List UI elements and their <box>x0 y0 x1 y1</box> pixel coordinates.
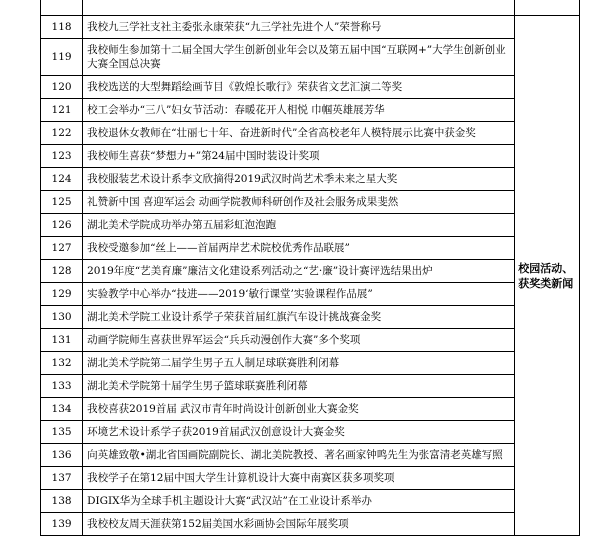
row-number: 128 <box>41 260 83 283</box>
row-number: 126 <box>41 214 83 237</box>
row-number: 135 <box>41 421 83 444</box>
table-row <box>41 99 580 122</box>
row-number: 132 <box>41 352 83 375</box>
news-title: 我校选送的大型舞蹈绘画节目《敦煌长歌行》荣获省文艺汇演二等奖 <box>83 76 515 99</box>
table-row <box>41 467 580 490</box>
table-row <box>41 16 580 39</box>
row-number: 133 <box>41 375 83 398</box>
table-row <box>41 39 580 76</box>
row-number: 125 <box>41 191 83 214</box>
row-number: 134 <box>41 398 83 421</box>
row-number: 120 <box>41 76 83 99</box>
news-title: DIGIX华为全球手机主题设计大赛“武汉站”在工业设计系举办 <box>83 490 515 513</box>
table-row <box>41 76 580 99</box>
news-title: 2019年度“艺美育廉”廉洁文化建设系列活动之“艺·廉”设计赛评选结果出炉 <box>83 260 515 283</box>
news-table <box>40 0 580 536</box>
category-cell: 校园活动、获奖类新闻 <box>515 16 580 536</box>
table-row <box>41 398 580 421</box>
table-row <box>41 306 580 329</box>
row-number: 123 <box>41 145 83 168</box>
news-title: 我校退休女教师在“壮丽七十年、奋进新时代”全省高校老年人模特展示比赛中获金奖 <box>83 122 515 145</box>
news-title: 校工会举办“三八”妇女节活动：春暖花开人相悦 巾帼英雄展芳华 <box>83 99 515 122</box>
table-row <box>41 283 580 306</box>
table-row <box>41 168 580 191</box>
table-row <box>41 329 580 352</box>
row-number: 119 <box>41 39 83 76</box>
row-number: 121 <box>41 99 83 122</box>
news-title: 动画学院师生喜获世界军运会“兵兵动漫创作大赛”多个奖项 <box>83 329 515 352</box>
row-number: 124 <box>41 168 83 191</box>
news-title: 我校校友周天涯获第152届美国水彩画协会国际年展奖项 <box>83 513 515 536</box>
table-row <box>41 214 580 237</box>
table-row <box>41 145 580 168</box>
news-title: 实验教学中心举办“技进——2019‘敏行课堂’实验课程作品展” <box>83 283 515 306</box>
news-title: 环境艺术设计系学子获2019首届武汉创意设计大赛金奖 <box>83 421 515 444</box>
category-cell-top <box>515 0 580 16</box>
table-row <box>41 421 580 444</box>
row-number: 131 <box>41 329 83 352</box>
news-title: 我校服装艺术设计系李文欣摘得2019武汉时尚艺术季未来之星大奖 <box>83 168 515 191</box>
table-row <box>41 352 580 375</box>
table-row <box>41 191 580 214</box>
news-title: 湖北美术学院第二届学生男子五人制足球联赛胜利闭幕 <box>83 352 515 375</box>
news-title: 我校师生喜获“梦想力+”第24届中国时装设计奖项 <box>83 145 515 168</box>
news-title: 湖北美术学院第十届学生男子篮球联赛胜利闭幕 <box>83 375 515 398</box>
table-row <box>41 237 580 260</box>
row-number: 127 <box>41 237 83 260</box>
row-number: 136 <box>41 444 83 467</box>
news-title: 我校喜获2019首届 武汉市青年时尚设计创新创业大赛金奖 <box>83 398 515 421</box>
row-number: 129 <box>41 283 83 306</box>
news-title: 我校学子在第12届中国大学生计算机设计大赛中南赛区获多项奖项 <box>83 467 515 490</box>
news-title: 我校九三学社支社主委张永康荣获“九三学社先进个人”荣誉称号 <box>83 16 515 39</box>
row-number: 130 <box>41 306 83 329</box>
news-title <box>83 0 515 16</box>
table-row <box>41 444 580 467</box>
news-title: 湖北美术学院工业设计系学子荣获首届红旗汽车设计挑战赛金奖 <box>83 306 515 329</box>
table-row <box>41 0 580 16</box>
row-number: 138 <box>41 490 83 513</box>
news-title: 礼赞新中国 喜迎军运会 动画学院教师科研创作及社会服务成果斐然 <box>83 191 515 214</box>
news-table-sheet <box>40 0 580 536</box>
row-number <box>41 0 83 16</box>
news-title: 我校师生参加第十二届全国大学生创新创业年会以及第五届中国“互联网+”大学生创新创业大赛全国总决赛 <box>83 39 515 76</box>
news-title: 湖北美术学院成功举办第五届彩虹泡泡跑 <box>83 214 515 237</box>
table-row <box>41 375 580 398</box>
row-number: 139 <box>41 513 83 536</box>
table-row <box>41 122 580 145</box>
table-row <box>41 490 580 513</box>
news-title: 向英雄致敬•湖北省国画院副院长、湖北美院教授、著名画家钟鸣先生为张富清老英雄写照 <box>83 444 515 467</box>
table-row <box>41 260 580 283</box>
row-number: 118 <box>41 16 83 39</box>
row-number: 137 <box>41 467 83 490</box>
news-title: 我校受邀参加“丝上——首届两岸艺术院校优秀作品联展” <box>83 237 515 260</box>
row-number: 122 <box>41 122 83 145</box>
